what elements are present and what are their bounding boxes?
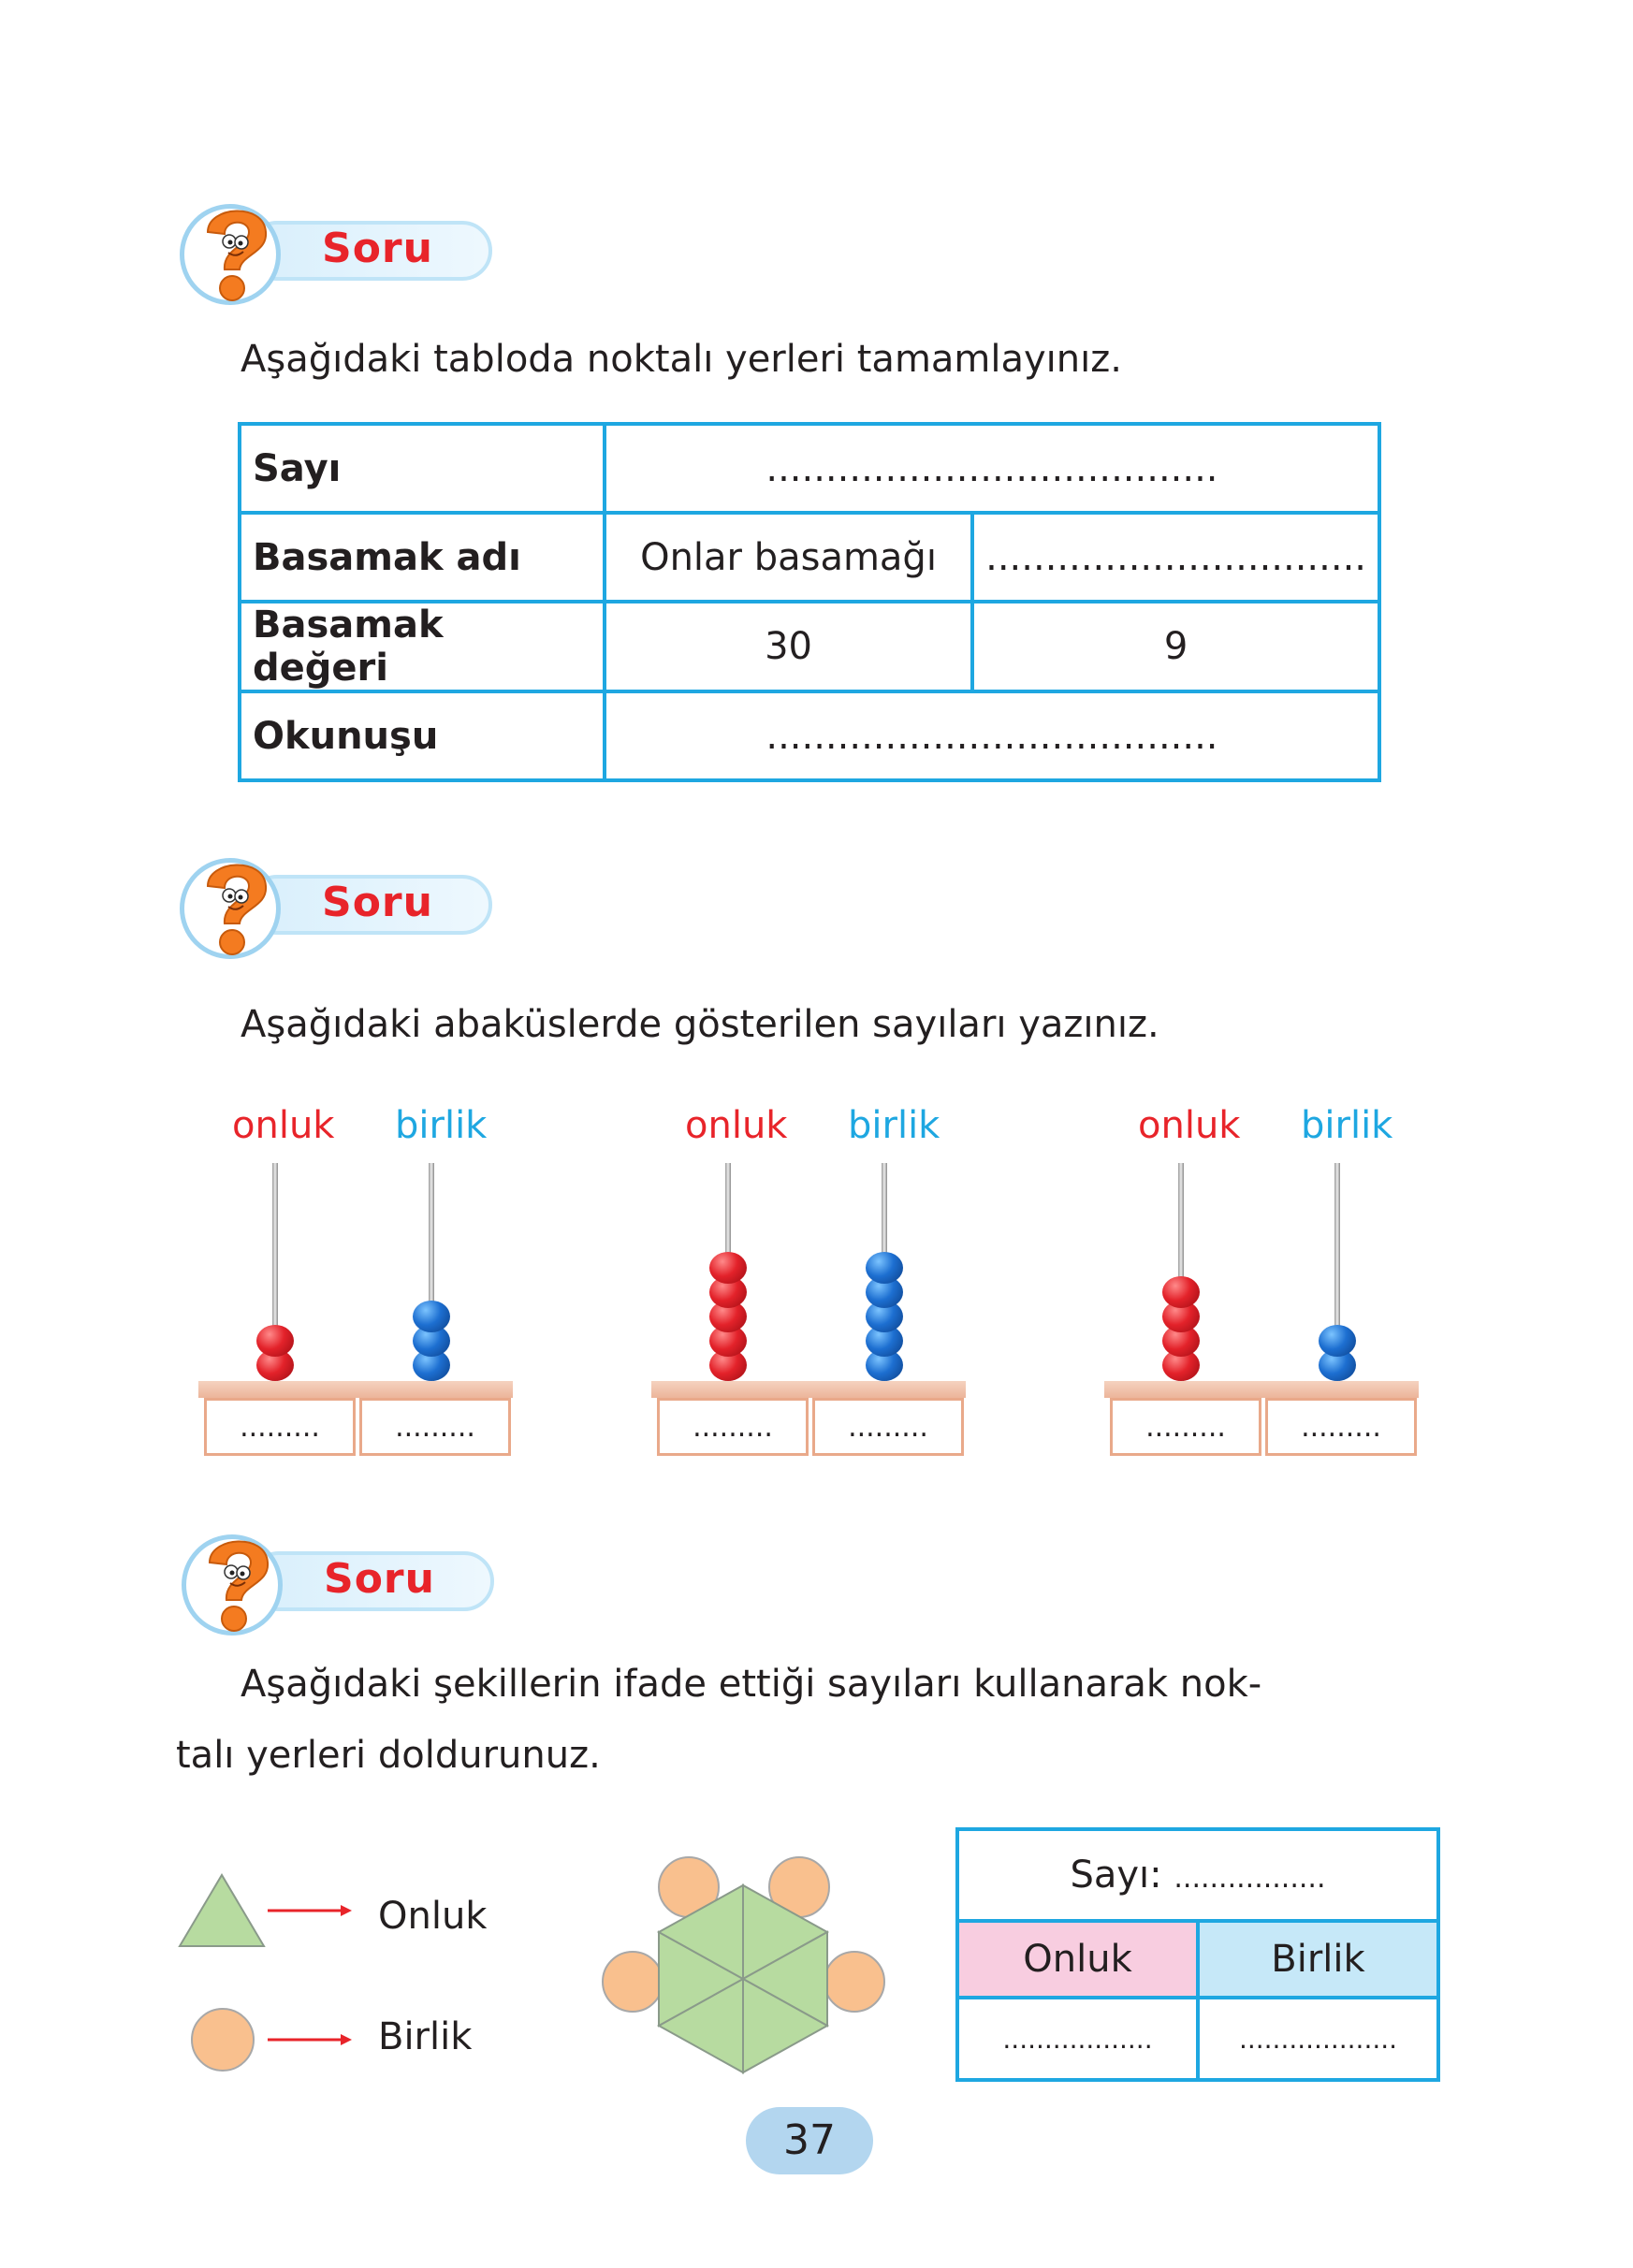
legend-onluk-label: Onluk	[378, 1895, 488, 1938]
abacus-base	[1104, 1381, 1419, 1398]
onluk-bead	[709, 1252, 747, 1284]
birlik-label: birlik	[395, 1104, 488, 1147]
row-header-basamak-adi: Basamak adı	[240, 513, 605, 602]
birlik-bead	[413, 1301, 450, 1332]
sayi-label: Sayı:	[1070, 1854, 1162, 1897]
birlik-bead	[866, 1252, 903, 1284]
page-number: 37	[746, 2107, 873, 2174]
birlik-answer-blank[interactable]: .........	[1265, 1398, 1417, 1456]
birlik-circle	[824, 1952, 884, 2012]
sayi-cell[interactable]	[957, 1829, 1438, 1921]
row-header-okunusu: Okunuşu	[240, 691, 605, 780]
arrow-head-icon	[341, 1905, 352, 1916]
birlik-basamak-adi-blank[interactable]: ................................	[972, 513, 1379, 602]
arrow-head-icon	[341, 2034, 352, 2045]
onluk-header: Onluk	[957, 1921, 1198, 1998]
soru-label: Soru	[324, 1555, 435, 1603]
soru-label: Soru	[322, 879, 433, 926]
table-row	[957, 1921, 1438, 1998]
legend-shapes	[176, 1862, 363, 2077]
onlar-basamagi-cell: Onlar basamağı	[605, 513, 972, 602]
table-row	[240, 602, 1379, 691]
table-row	[957, 1829, 1438, 1921]
soru-badge-2	[180, 854, 498, 957]
birlik-header: Birlik	[1198, 1921, 1438, 1998]
birlik-answer-blank[interactable]: .........	[359, 1398, 511, 1456]
table-row	[240, 513, 1379, 602]
sayi-blank[interactable]: .................	[1174, 1862, 1326, 1895]
place-value-table	[238, 422, 1381, 782]
birlik-label: birlik	[1301, 1104, 1393, 1147]
sayi-blank[interactable]: ......................................	[605, 424, 1379, 513]
onluk-label: onluk	[1138, 1104, 1241, 1147]
hexagon-figure	[595, 1848, 895, 2091]
onluk-bead	[256, 1325, 294, 1357]
table-row	[240, 691, 1379, 780]
birlik-bead	[1319, 1325, 1356, 1357]
q1-prompt: Aşağıdaki tabloda noktalı yerleri tamamlayınız.	[241, 338, 1122, 381]
question-mark-mascot-icon	[187, 854, 281, 962]
abacus-3	[1104, 1104, 1422, 1460]
birlik-label: birlik	[848, 1104, 940, 1147]
sayi-table	[955, 1827, 1440, 2082]
legend-birlik-label: Birlik	[378, 2015, 473, 2058]
onluk-bead	[1162, 1276, 1200, 1308]
abacus-base	[198, 1381, 513, 1398]
soru-badge-3	[182, 1531, 500, 1634]
table-row	[240, 424, 1379, 513]
onluk-answer-blank[interactable]: .........	[1110, 1398, 1261, 1456]
table-row	[957, 1998, 1438, 2080]
row-header-sayi: Sayı	[240, 424, 605, 513]
triangle-icon	[180, 1875, 264, 1946]
birler-deger-cell: 9	[972, 602, 1379, 691]
abacus-2	[651, 1104, 970, 1460]
onluk-blank[interactable]: ..................	[957, 1998, 1198, 2080]
onluk-answer-blank[interactable]: .........	[204, 1398, 356, 1456]
soru-label: Soru	[322, 225, 433, 272]
question-mark-mascot-icon	[187, 200, 281, 308]
question-mark-mascot-icon	[189, 1531, 283, 1638]
birlik-blank[interactable]: ...................	[1198, 1998, 1438, 2080]
onluk-answer-blank[interactable]: .........	[657, 1398, 809, 1456]
birlik-answer-blank[interactable]: .........	[812, 1398, 964, 1456]
row-header-basamak-degeri: Basamak değeri	[240, 602, 605, 691]
onluk-label: onluk	[232, 1104, 335, 1147]
abacus-1	[198, 1104, 517, 1460]
q2-prompt: Aşağıdaki abaküslerde gösterilen sayıları yazınız.	[241, 1003, 1159, 1046]
soru-badge-1	[180, 200, 498, 303]
okunusu-blank[interactable]: ......................................	[605, 691, 1379, 780]
birlik-circle	[603, 1952, 663, 2012]
abacus-base	[651, 1381, 966, 1398]
circle-icon	[192, 2009, 254, 2071]
q3-prompt-line2: talı yerleri doldurunuz.	[176, 1734, 601, 1777]
onluk-label: onluk	[685, 1104, 788, 1147]
q3-prompt-line1: Aşağıdaki şekillerin ifade ettiği sayıları kullanarak nok-	[241, 1663, 1262, 1706]
onlar-deger-cell: 30	[605, 602, 972, 691]
